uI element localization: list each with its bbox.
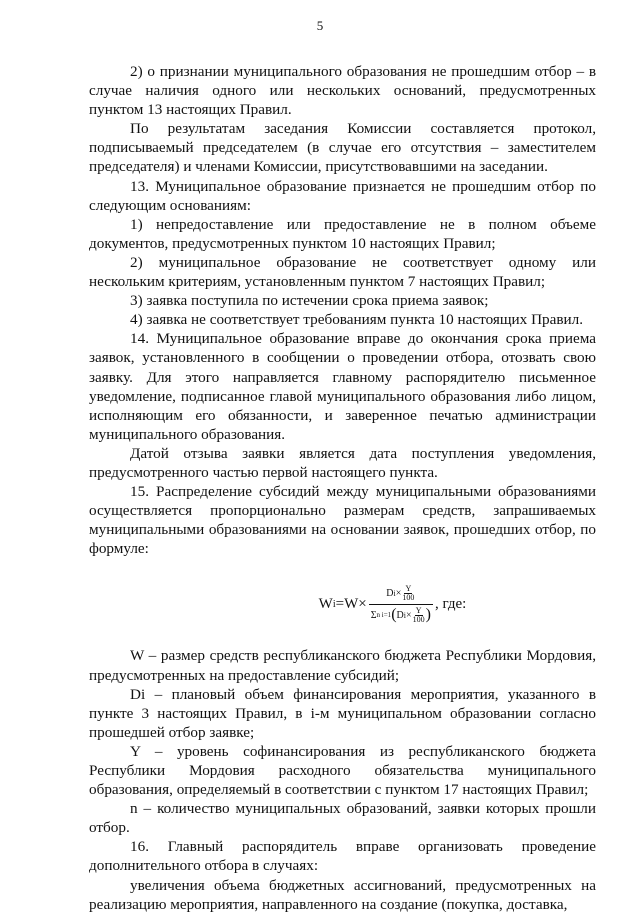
formula-times: × (405, 609, 412, 621)
formula-sum-sign: Σ (370, 609, 377, 621)
paragraph: W – размер средств республиканского бюджета Республики Мордовия, предусмотренных на предоставление субсидий; (89, 647, 596, 684)
formula-hundred: 100 (412, 614, 425, 624)
paragraph: 2) муниципальное образование не соответствует одному или нескольким критериям, установленным пунктом 7 настоящих Правил; (89, 253, 596, 291)
formula-y-fraction (402, 585, 414, 602)
formula-equals: =W× (335, 595, 367, 612)
distribution-formula (189, 580, 596, 628)
paragraph: 2) о признании муниципального образования не прошедшим отбор – в случае наличия одного или нескольких оснований, предусмотренных пунктом 13 настоящих Правил. (89, 63, 596, 119)
paragraph: 16. Главный распорядитель вправе организовать проведение дополнительного отбора в случаях: (89, 838, 596, 875)
paragraph: 1) непредоставление или предоставление не в полном объеме документов, предусмотренных пунктом 10 настоящих Правил; (89, 215, 596, 252)
formula-times: × (395, 587, 402, 599)
formula-lhs: W (318, 595, 333, 612)
formula-fraction (369, 584, 433, 625)
formula-open-paren: ( (391, 606, 397, 624)
paragraph: 13. Муниципальное образование признается не прошедшим отбор по следующим основаниям: (89, 177, 596, 214)
formula-close-paren: ) (425, 606, 431, 624)
formula-d: D (396, 609, 404, 621)
paragraph: 15. Распределение субсидий между муниципальными образованиями осуществляется пропорционально размерам средств, запрашиваемых муниципальными образованиями на основании заявок, прошедших отбор, по формуле: (89, 483, 596, 558)
page-number: 5 (316, 18, 324, 33)
formula-y: Y (405, 583, 412, 593)
paragraph: Y – уровень софинансирования из республиканского бюджета Республики Мордовия расходного обязательства муниципального образования, определяемый в соответствии с пунктом 17 настоящих Правил; (89, 742, 596, 799)
formula-hundred: 100 (402, 592, 415, 602)
paragraph: увеличения объема бюджетных ассигнований, предусмотренных на реализацию мероприятия, направленного на создание (покупка, доставка, (89, 876, 596, 913)
paragraph: По результатам заседания Комиссии составляется протокол, подписываемый председателем (в случае его отсутствия – заместителем председателя) и членами Комиссии, присутствовавшими на заседании. (89, 120, 596, 176)
formula-d-sub: i (393, 588, 396, 598)
formula-lhs-sub: i (332, 598, 336, 610)
document-body (89, 62, 596, 914)
paragraph: 4) заявка не соответствует требованиям пункта 10 настоящих Правил. (130, 311, 584, 329)
paragraph: 14. Муниципальное образование вправе до окончания срока приема заявок, установленного в сообщении о проведении отбора, отозвать свою заявку. Для этого направляется главному распорядителю письменное уведомление, подписанное главой муниципального образования либо лицом, исполняющим его обязанности, и заверенное печатью администрации муниципального образования. (89, 330, 596, 443)
paragraph: Di – плановый объем финансирования мероприятия, указанного в пункте 3 настоящих Правил, в i-м муниципальном образовании согласно прошедшей отбор заявке; (89, 685, 596, 741)
formula-sum-range: n i=1 (376, 610, 392, 619)
formula-denominator (369, 604, 433, 625)
formula-d-sub: i (403, 610, 406, 620)
formula-y: Y (415, 605, 422, 615)
paragraph: n – количество муниципальных образований, заявки которых прошли отбор. (89, 800, 596, 837)
formula-y-fraction (413, 607, 425, 624)
formula-d: D (386, 587, 394, 599)
paragraph: Датой отзыва заявки является дата поступления уведомления, предусмотренного частью первой настоящего пункта. (89, 444, 596, 481)
paragraph: 3) заявка поступила по истечении срока приема заявок; (130, 292, 489, 310)
formula-numerator (384, 584, 417, 604)
formula-suffix: , где: (434, 595, 467, 612)
